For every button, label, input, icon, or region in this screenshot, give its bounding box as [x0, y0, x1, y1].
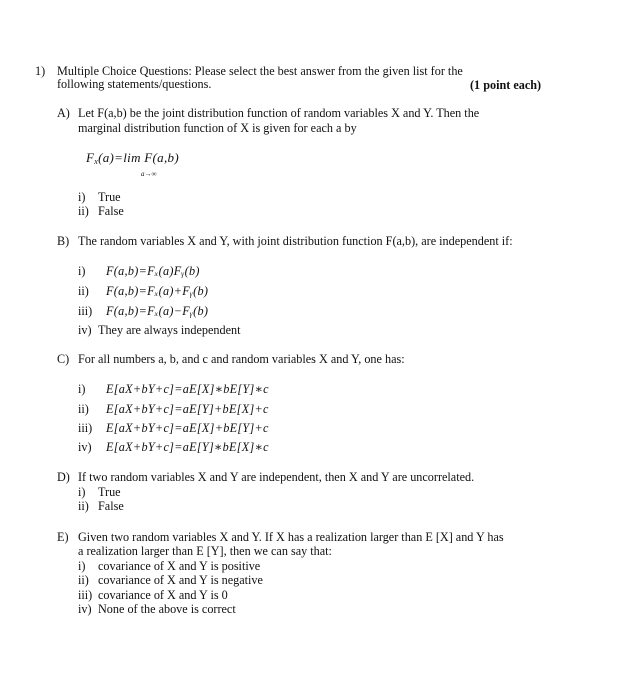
- question-d-letter: D): [57, 470, 70, 484]
- question-c-option-3-num: iii): [78, 421, 93, 435]
- question-c-line-1: For all numbers a, b, and c and random variables X and Y, one has:: [78, 352, 405, 366]
- question-e-option-4: None of the above is correct: [98, 602, 236, 616]
- question-e-option-3-num: iii): [78, 588, 93, 602]
- question-b-option-3-num: iii): [78, 304, 93, 318]
- question-e-option-1-num: i): [78, 559, 86, 573]
- question-e-option-2: covariance of X and Y is negative: [98, 573, 263, 587]
- header-line-1: Multiple Choice Questions: Please select the best answer from the given list for the: [57, 64, 463, 78]
- question-e-option-1: covariance of X and Y is positive: [98, 559, 261, 573]
- question-b-option-4-num: iv): [78, 323, 92, 337]
- question-b-option-1-num: i): [78, 264, 86, 278]
- question-e-option-2-num: ii): [78, 573, 89, 587]
- question-a-option-1: True: [98, 190, 121, 204]
- question-e-line-2: a realization larger than E [Y], then we can say that:: [78, 544, 332, 558]
- question-b-option-2: F(a,b)=Fₓ(a)+Fᵧ(b): [106, 284, 209, 298]
- question-c-letter: C): [57, 352, 70, 366]
- question-b-option-2-num: ii): [78, 284, 89, 298]
- question-e-option-3: covariance of X and Y is 0: [98, 588, 228, 602]
- question-a-line-1: Let F(a,b) be the joint distribution function of random variables X and Y. Then the: [78, 106, 480, 120]
- question-c-option-1: E[aX+bY+c]=aE[X]∗bE[Y]∗c: [106, 382, 269, 396]
- formula-f: F: [86, 150, 95, 165]
- question-e-letter: E): [57, 530, 69, 544]
- question-e-option-4-num: iv): [78, 602, 92, 616]
- question-b-option-1: F(a,b)=Fₓ(a)Fᵧ(b): [106, 264, 200, 278]
- question-d-option-1: True: [98, 485, 121, 499]
- question-b-line-1: The random variables X and Y, with joint distribution function F(a,b), are independent if:: [78, 234, 513, 248]
- question-c-option-4: E[aX+bY+c]=aE[Y]∗bE[X]∗c: [106, 440, 269, 454]
- question-c-option-3: E[aX+bY+c]=aE[X]+bE[Y]+c: [106, 421, 269, 435]
- header-line-2: following statements/questions.: [57, 77, 212, 91]
- question-b-letter: B): [57, 234, 70, 248]
- question-e-line-1: Given two random variables X and Y. If X has a realization larger than E [X] and Y has: [78, 530, 504, 544]
- question-d-option-2: False: [98, 499, 124, 513]
- question-c-option-2: E[aX+bY+c]=aE[Y]+bE[X]+c: [106, 402, 269, 416]
- points-label: (1 point each): [470, 78, 542, 92]
- question-b-option-4: They are always independent: [98, 323, 241, 337]
- question-a-formula: [86, 151, 179, 169]
- question-d-option-2-num: ii): [78, 499, 89, 513]
- question-a-option-2: False: [98, 204, 124, 218]
- formula-rhs: (a)=lim F(a,b): [98, 150, 179, 165]
- question-number: 1): [35, 64, 46, 78]
- question-a-line-2: marginal distribution function of X is given for each a by: [78, 121, 357, 135]
- question-c-option-4-num: iv): [78, 440, 92, 454]
- question-a-option-2-num: ii): [78, 204, 89, 218]
- formula-subscript: x: [94, 157, 99, 166]
- question-d-line-1: If two random variables X and Y are independent, then X and Y are uncorrelated.: [78, 470, 475, 484]
- question-a-letter: A): [57, 106, 70, 120]
- limit-subscript: a→∞: [141, 170, 157, 178]
- question-a-option-1-num: i): [78, 190, 86, 204]
- question-d-option-1-num: i): [78, 485, 86, 499]
- question-b-option-3: F(a,b)=Fₓ(a)−Fᵧ(b): [106, 304, 209, 318]
- question-c-option-2-num: ii): [78, 402, 89, 416]
- question-c-option-1-num: i): [78, 382, 86, 396]
